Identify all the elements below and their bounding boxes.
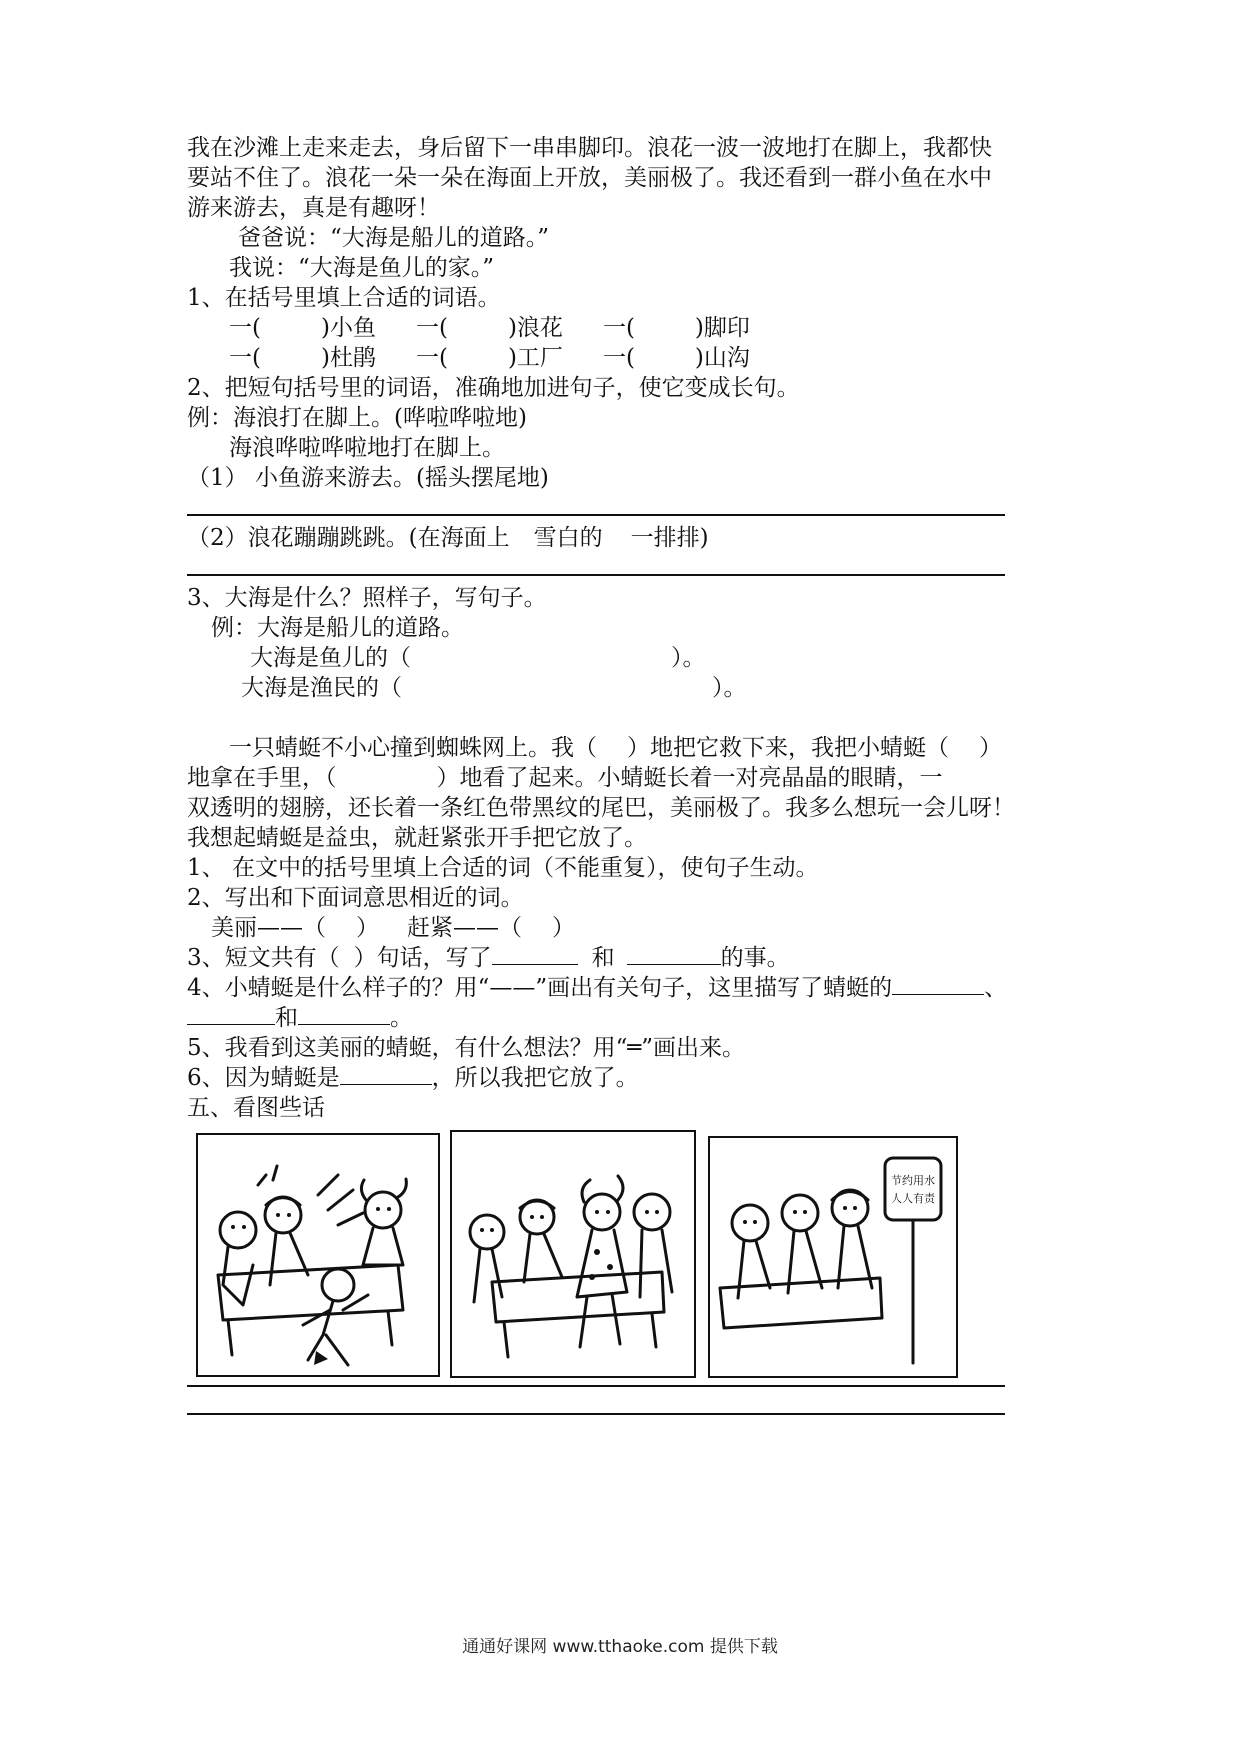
passage1-line: 要站不住了。浪花一朵一朵在海面上开放，美丽极了。我还看到一群小鱼在水中 [187,165,992,191]
q1-bracket-open: 一( [415,315,448,341]
kids-saving-water-illustration [710,1138,956,1376]
q1-title: 1、在括号里填上合适的词语。 [187,285,501,311]
passage2-line2 [187,763,943,793]
p2-q2-items [211,913,575,943]
q2-item2-text: （2）浪花蹦蹦跳跳。(在海面上 [187,525,510,551]
p2-q4-line2 [187,1003,413,1033]
p2-q6 [187,1063,639,1093]
q1-bracket-open: 一( [229,315,261,341]
q1-row2 [229,343,750,373]
footer-credit: 通通好课网 www.tthaoke.com 提供下载 [462,1637,778,1657]
q1-item: )浪花 [507,315,563,341]
q1-bracket-open: 一( [602,315,635,341]
p2-q3-text: 3、短文共有（ [187,945,340,971]
passage2-text: 地拿在手里，（ [187,765,337,791]
p2-q2-bracket: ） [356,915,379,941]
p2-q3-text: ）句话，写了 [353,945,492,971]
q1-item: )工厂 [507,345,563,371]
p2-q2: 2、写出和下面词意思相近的词。 [187,885,524,911]
p2-q6-text: 6、因为蜻蜓是 [187,1065,340,1091]
passage2-line4: 我想起蜻蜓是益虫，就赶紧张开手把它放了。 [187,825,647,851]
passage2-line3: 双透明的翅膀，还长着一条红色带黑纹的尾巴，美丽极了。我多么想玩一会儿呀！ [187,795,1015,821]
p2-q2-word: 美丽——（ [211,915,326,941]
fill-blank[interactable] [627,944,721,965]
q2-title: 2、把短句括号里的词语，准确地加进句子，使它变成长句。 [187,375,800,401]
fill-blank[interactable] [340,1064,432,1085]
passage2-text: ）地把它救下来，我把小蜻蜓（ [627,735,949,761]
q1-row1 [229,313,750,343]
passage2-text: ） [979,735,1002,761]
picture-panel-2 [450,1130,696,1378]
q2-item1: （1） 小鱼游来游去。(摇头摆尾地) [187,465,549,491]
p2-q5: 5、我看到这美丽的蜻蜓，有什么想法？用“═”画出来。 [187,1035,745,1061]
passage1-line: 游来游去，真是有趣呀！ [187,195,440,221]
dad-says: 爸爸说：“大海是船儿的道路。” [238,225,550,251]
q1-item: )杜鹃 [320,345,376,371]
fill-blank[interactable] [298,1004,390,1025]
p2-q4-line1 [187,973,1007,1003]
section5-title: 五、看图些话 [187,1095,325,1121]
answer-line[interactable] [187,514,1005,516]
fill-blank[interactable] [492,944,578,965]
q2-example: 例：海浪打在脚上。(哗啦哗啦地) [187,405,527,431]
p2-q1: 1、 在文中的括号里填上合适的词（不能重复），使句子生动。 [187,855,819,881]
sign-text-line2: 人人有责 [891,1192,935,1205]
q2-item2 [187,523,709,553]
q1-bracket-open: 一( [415,345,448,371]
picture-panel-1 [196,1133,440,1377]
q3-line2 [241,673,747,703]
i-say: 我说：“大海是鱼儿的家。” [229,255,495,281]
q1-bracket-open: 一( [229,345,261,371]
passage1-line: 我在沙滩上走来走去，身后留下一串串脚印。浪花一波一波地打在脚上，我都快 [187,135,992,161]
p2-q4-text: 4、小蜻蜓是什么样子的？用“——”画出有关句子，这里描写了蜻蜓的 [187,975,893,1001]
passage2-text: ）地看了起来。小蜻蜓长着一对亮晶晶的眼睛，一 [436,765,943,791]
q3-example: 例：大海是船儿的道路。 [211,615,464,641]
p2-q2-bracket: ） [552,915,575,941]
q3-line1 [250,643,706,673]
q2-item2-word: 雪白的 [533,525,603,551]
p2-q6-text: ，所以我把它放了。 [431,1065,639,1091]
passage2-text: 一只蜻蜓不小心撞到蜘蛛网上。我（ [229,735,597,761]
fill-blank[interactable] [892,974,984,995]
kids-washing-illustration [452,1132,694,1376]
picture-panel-3 [708,1136,958,1378]
p2-q4-text: 、 [984,975,1008,1001]
answer-line[interactable] [187,574,1005,576]
passage2-line1 [229,733,1002,763]
answer-line[interactable] [187,1385,1005,1387]
p2-q2-word: 赶紧——（ [407,915,522,941]
q3-line2-end: ）。 [712,675,747,701]
q1-bracket-open: 一( [602,345,635,371]
q2-item2-word: 一排排) [630,525,709,551]
q2-example-answer: 海浪哗啦哗啦地打在脚上。 [229,435,505,461]
p2-q4-text: 和 [275,1005,298,1031]
q1-item: )山沟 [694,345,750,371]
q1-item: )脚印 [694,315,750,341]
fill-blank[interactable] [187,1004,275,1025]
kids-splashing-illustration [198,1135,438,1375]
p2-q3 [187,943,790,973]
q3-line1-text: 大海是鱼儿的（ [250,645,411,671]
q1-item: )小鱼 [320,315,376,341]
p2-q3-text: 和 [591,945,615,971]
sign-text-line1: 节约用水 [891,1174,935,1187]
p2-q4-text: 。 [390,1005,413,1031]
p2-q3-text: 的事。 [720,945,790,971]
answer-line[interactable] [187,1413,1005,1415]
q3-title: 3、大海是什么？照样子，写句子。 [187,585,547,611]
q3-line2-text: 大海是渔民的（ [241,675,402,701]
q3-line1-end: ）。 [671,645,706,671]
